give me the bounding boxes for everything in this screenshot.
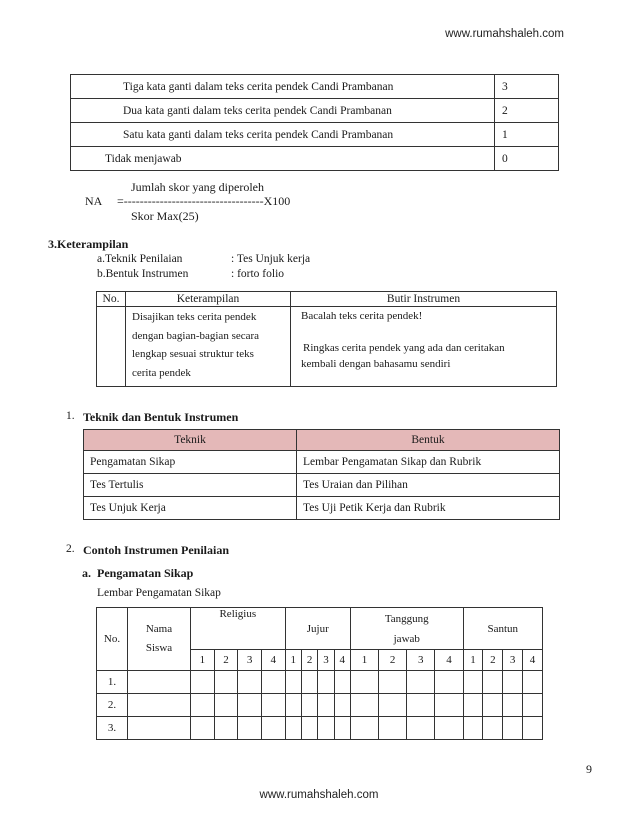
group-header-tanggung-jawab (350, 608, 463, 650)
score-entry-cell[interactable] (285, 694, 301, 717)
score-entry-cell[interactable] (483, 671, 503, 694)
score-value: 0 (495, 147, 559, 171)
keterampilan-line: lengkap sesuai struktur teks (132, 348, 254, 360)
butir-item: Bacalah teks cerita pendek! (301, 310, 423, 322)
score-entry-cell[interactable] (407, 694, 435, 717)
teknik-bentuk-table (83, 429, 560, 520)
score-entry-cell[interactable] (318, 694, 334, 717)
table-row (97, 671, 543, 694)
score-entry-cell[interactable] (334, 671, 350, 694)
bentuk-cell: Tes Uji Petik Kerja dan Rubrik (297, 497, 560, 520)
col-header-no: No. (97, 608, 128, 671)
score-table (70, 74, 559, 171)
score-scale-cell: 4 (523, 650, 543, 671)
formula-lhs: NA (85, 194, 103, 208)
score-entry-cell[interactable] (463, 717, 483, 740)
score-row (71, 147, 559, 171)
col-header-keterampilan: Keterampilan (126, 292, 291, 307)
score-scale-cell: 3 (238, 650, 262, 671)
list2-number: 2. (66, 543, 75, 555)
group-header-jujur (285, 608, 350, 650)
score-scale-cell: 3 (318, 650, 334, 671)
score-entry-cell[interactable] (318, 671, 334, 694)
bentuk-cell: Tes Uraian dan Pilihan (297, 474, 560, 497)
score-entry-cell[interactable] (214, 717, 238, 740)
teknik-penilaian-value: : Tes Unjuk kerja (231, 253, 311, 265)
teknik-row (84, 474, 560, 497)
group-header-santun (463, 608, 542, 650)
score-entry-cell[interactable] (238, 694, 262, 717)
list1-title: Teknik dan Bentuk Instrumen (83, 410, 239, 424)
teknik-row (84, 497, 560, 520)
keterampilan-line: dengan bagian-bagian secara (132, 329, 260, 342)
nama-siswa-cell[interactable] (128, 671, 191, 694)
bentuk-instrumen-label: b.Bentuk Instrumen (97, 268, 189, 280)
keterampilan-line: cerita pendek (132, 366, 191, 379)
col-header-nama-siswa (128, 608, 191, 671)
col-header-bentuk: Bentuk (297, 430, 560, 451)
score-entry-cell[interactable] (261, 671, 285, 694)
score-scale-cell: 2 (301, 650, 317, 671)
score-scale-cell: 1 (191, 650, 215, 671)
table-row (97, 694, 543, 717)
score-entry-cell[interactable] (379, 671, 407, 694)
score-scale-cell: 1 (350, 650, 378, 671)
score-entry-cell[interactable] (214, 694, 238, 717)
group-line: Tanggung (384, 612, 429, 625)
score-entry-cell[interactable] (334, 717, 350, 740)
row-number: 3. (97, 717, 128, 740)
list2-title: Contoh Instrumen Penilaian (83, 543, 230, 557)
list1-number: 1. (66, 410, 75, 422)
sub-title-pengamatan-sikap: Pengamatan Sikap (97, 566, 194, 580)
score-entry-cell[interactable] (350, 694, 378, 717)
caption-lembar-pengamatan: Lembar Pengamatan Sikap (97, 587, 221, 599)
skill-row-butir (291, 307, 557, 387)
row-number: 1. (97, 671, 128, 694)
formula-denominator: Skor Max(25) (131, 209, 199, 223)
teknik-cell: Tes Unjuk Kerja (84, 497, 297, 520)
score-entry-cell[interactable] (523, 671, 543, 694)
score-value: 3 (495, 75, 559, 99)
score-entry-cell[interactable] (191, 694, 215, 717)
score-scale-cell: 4 (261, 650, 285, 671)
teknik-penilaian-label: a.Teknik Penilaian (97, 253, 183, 265)
score-description: Satu kata ganti dalam teks cerita pendek Candi Prambanan (71, 123, 495, 147)
nama-line: Nama (145, 623, 173, 635)
butir-item: kembali dengan bahasamu sendiri (301, 358, 451, 370)
score-entry-cell[interactable] (318, 717, 334, 740)
score-scale-cell: 3 (503, 650, 523, 671)
score-entry-cell[interactable] (407, 717, 435, 740)
score-entry-cell[interactable] (285, 671, 301, 694)
score-scale-cell: 2 (483, 650, 503, 671)
score-entry-cell[interactable] (301, 671, 317, 694)
score-scale-cell: 2 (379, 650, 407, 671)
score-entry-cell[interactable] (334, 694, 350, 717)
col-header-teknik: Teknik (84, 430, 297, 451)
score-row (71, 123, 559, 147)
score-entry-cell[interactable] (214, 671, 238, 694)
score-scale-cell: 1 (285, 650, 301, 671)
bentuk-instrumen-value: : forto folio (231, 268, 285, 280)
skill-row-no (97, 307, 126, 387)
score-entry-cell[interactable] (238, 717, 262, 740)
score-entry-cell[interactable] (463, 671, 483, 694)
group-line: Jujur (306, 622, 329, 635)
pengamatan-sikap-table (96, 607, 543, 740)
score-scale-cell: 4 (435, 650, 463, 671)
score-entry-cell[interactable] (191, 671, 215, 694)
score-entry-cell[interactable] (503, 671, 523, 694)
score-scale-cell: 3 (407, 650, 435, 671)
page-number: 9 (586, 762, 592, 776)
group-line: Religius (219, 608, 257, 620)
table-row (97, 717, 543, 740)
score-entry-cell[interactable] (523, 717, 543, 740)
score-entry-cell[interactable] (301, 694, 317, 717)
teknik-row (84, 451, 560, 474)
skill-row-keterampilan (126, 307, 291, 387)
score-entry-cell[interactable] (261, 717, 285, 740)
score-entry-cell[interactable] (483, 717, 503, 740)
score-description: Tidak menjawab (71, 147, 495, 171)
score-description: Dua kata ganti dalam teks cerita pendek Candi Prambanan (71, 99, 495, 123)
score-entry-cell[interactable] (261, 694, 285, 717)
teknik-cell: Pengamatan Sikap (84, 451, 297, 474)
score-entry-cell[interactable] (379, 694, 407, 717)
bentuk-cell: Lembar Pengamatan Sikap dan Rubrik (297, 451, 560, 474)
keterampilan-line: Disajikan teks cerita pendek (132, 311, 257, 323)
nama-siswa-cell[interactable] (128, 717, 191, 740)
formula-numerator: Jumlah skor yang diperoleh (131, 180, 264, 194)
score-entry-cell[interactable] (483, 694, 503, 717)
score-entry-cell[interactable] (301, 717, 317, 740)
score-row (71, 75, 559, 99)
score-entry-cell[interactable] (503, 694, 523, 717)
score-entry-cell[interactable] (523, 694, 543, 717)
score-entry-cell[interactable] (285, 717, 301, 740)
score-scale-cell: 2 (214, 650, 238, 671)
group-line: Santun (487, 622, 519, 635)
score-entry-cell[interactable] (191, 717, 215, 740)
score-row (71, 99, 559, 123)
score-value: 2 (495, 99, 559, 123)
score-entry-cell[interactable] (503, 717, 523, 740)
group-line: jawab (393, 632, 420, 645)
col-header-no: No. (97, 292, 126, 307)
score-entry-cell[interactable] (463, 694, 483, 717)
score-entry-cell[interactable] (435, 717, 463, 740)
score-entry-cell[interactable] (379, 717, 407, 740)
section-title-keterampilan: 3.Keterampilan (48, 237, 129, 251)
teknik-cell: Tes Tertulis (84, 474, 297, 497)
keterampilan-table (96, 291, 557, 387)
score-entry-cell[interactable] (435, 694, 463, 717)
score-description: Tiga kata ganti dalam teks cerita pendek Candi Prambanan (71, 75, 495, 99)
score-entry-cell[interactable] (350, 671, 378, 694)
header-url: www.rumahshaleh.com (445, 28, 564, 40)
col-header-butir: Butir Instrumen (291, 292, 557, 307)
score-entry-cell[interactable] (350, 717, 378, 740)
butir-item: Ringkas cerita pendek yang ada dan ceritakan (303, 342, 505, 354)
score-entry-cell[interactable] (407, 671, 435, 694)
score-scale-cell: 1 (463, 650, 483, 671)
nama-siswa-cell[interactable] (128, 694, 191, 717)
score-value: 1 (495, 123, 559, 147)
formula-line: =-----------------------------------X100 (117, 194, 291, 208)
group-header-religius (191, 608, 286, 650)
score-scale-cell: 4 (334, 650, 350, 671)
score-entry-cell[interactable] (435, 671, 463, 694)
sub-letter-a: a. (82, 566, 91, 580)
score-entry-cell[interactable] (238, 671, 262, 694)
footer-url: www.rumahshaleh.com (259, 789, 379, 801)
nama-line: Siswa (145, 642, 173, 654)
row-number: 2. (97, 694, 128, 717)
